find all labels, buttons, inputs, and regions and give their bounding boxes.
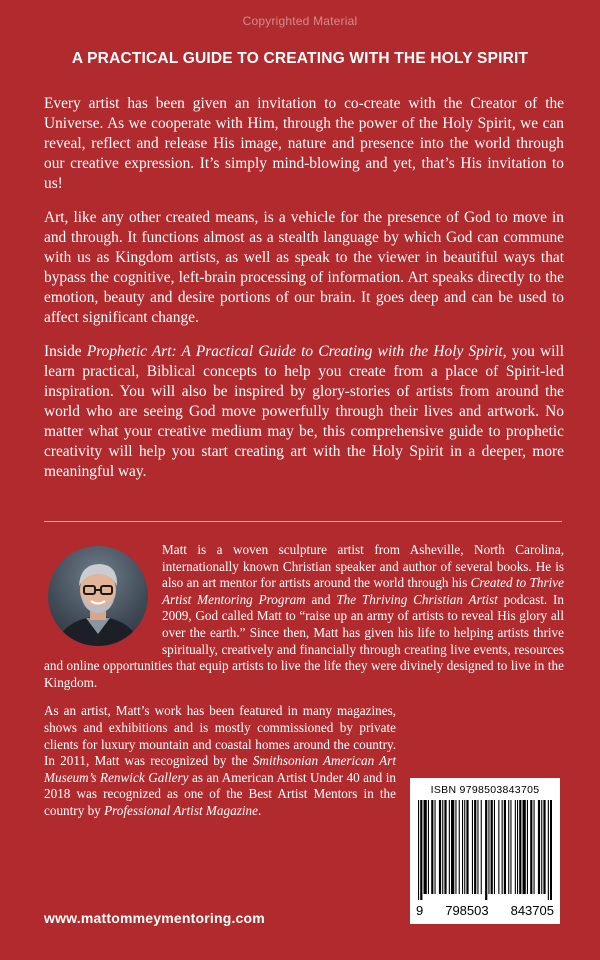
barcode-bar [534, 800, 535, 894]
barcode-bar [420, 800, 422, 900]
barcode-bar [491, 800, 493, 894]
barcode-bar [504, 800, 506, 894]
barcode-bar [530, 800, 532, 894]
barcode-bar [428, 800, 429, 894]
barcode-bar [523, 800, 526, 894]
barcode-bar [455, 800, 456, 894]
book-title: Prophetic Art: A Practical Guide to Creating with the Holy Spirit, [86, 343, 507, 360]
barcode-bar [494, 800, 495, 894]
barcode-bar [485, 800, 487, 900]
mentoring-program-title: Created to Thrive Artist Mentoring Program [162, 575, 564, 607]
barcode-bar [459, 800, 460, 894]
watermark: Copyrighted Material [242, 14, 358, 28]
isbn-label: ISBN 9798503843705 [430, 784, 540, 796]
barcode-bar [550, 800, 552, 900]
barcode-bar [498, 800, 499, 894]
barcode-bar [439, 800, 441, 894]
barcode-bar [444, 800, 446, 894]
barcode-bar [462, 800, 463, 894]
barcode-bar [538, 800, 540, 894]
barcode-bar [424, 800, 427, 894]
barcode-bar [474, 800, 476, 894]
magazine-name: Professional Artist Magazine [104, 802, 258, 818]
barcode-bar [488, 800, 489, 894]
barcode-bar [464, 800, 465, 894]
barcode-digit-first: 9 [416, 903, 424, 918]
barcode-bar [435, 800, 436, 894]
description-paragraph-1: Every artist has been given an invitation to co-create with the Creator of the Universe. As we cooperate with Him, through the power of the Holy Spirit, we can reveal, reflect and release His image, nature and presence into the world through our creative expression. It’s simply mind-blowing and yet, that’s His invitation to us! [44, 95, 564, 192]
barcode-bar [519, 800, 521, 894]
barcode-bar [472, 800, 473, 894]
isbn-barcode [410, 778, 560, 924]
barcode-bar [527, 800, 528, 894]
barcode-bar [451, 800, 454, 894]
book-description [44, 94, 564, 496]
bio-paragraph-1: Matt is a woven sculpture artist from Asheville, North Carolina, internationally known Christian speaker and author of several books. He is also an art mentor for artists around the world through his Created to Thrive Artist Mentoring Program and The Thriving Christian Artist podcast. In 2009, God called Matt to “raise up an army of artists to reveal His glory all over the earth.” Since then, Matt has given his life to helping artists thrive spiritually, creatively and financially through creating live events, resources and online opportunities that equip artists to live the life they were divinely designed to live in the Kingdom. [44, 542, 564, 690]
barcode-bar [442, 800, 443, 894]
tagline-heading: A PRACTICAL GUIDE TO CREATING WITH THE HOLY SPIRIT [71, 50, 529, 67]
barcode-bar [481, 800, 482, 894]
barcode-digit-group-2: 843705 [510, 903, 554, 918]
description-paragraph-2: Art, like any other created means, is a vehicle for the presence of God to move in and through. It functions almost as a stealth language by which God can commune with us as Kingdom artists, as well as speak to the viewer in beautiful ways that bypass the cognitive, left-brain processing of information. Art speaks directly to the emotion, beauty and desire portions of our brain. It goes deep and can be used to affect significant change. [44, 209, 564, 326]
author-portrait-icon [48, 546, 148, 646]
barcode-bar [517, 800, 518, 894]
barcode-bar [508, 800, 509, 894]
barcode-bar [515, 800, 516, 894]
barcode-bar [418, 800, 419, 900]
barcode-bars [418, 800, 552, 900]
barcode-bar [548, 800, 549, 900]
barcode-bar [510, 800, 511, 894]
barcode-digits [412, 903, 558, 918]
bio-paragraph-2: As an artist, Matt’s work has been featured in many magazines, shows and exhibitions and is mostly commissioned by private clients for luxury mountain and coastal homes around the country. In 2011, Matt was recognized by the Smithsonian American Art Museum’s Renwick Gallery as an American Artist Under 40 and in 2018 was recognized as one of the Best Artist Mentors in the country by Professional Artist Magazine. [44, 703, 396, 818]
website-url[interactable]: www.mattommeymentoring.com [44, 910, 265, 926]
barcode-bar [431, 800, 433, 894]
description-paragraph-3: Inside Prophetic Art: A Practical Guide to Creating with the Holy Spirit, you will learn practical, Biblical concepts to help you create from a place of Spirit-led inspiration. You will also be inspired by glory-stories of artists from around the world who are seeing God move powerfully through their lives and artwork. No matter what your creative medium may be, this comprehensive guide to prophetic creativity will help you start creating art with the Holy Spirit in a deeper, more meaningful way. [44, 343, 564, 480]
barcode-bar [466, 800, 468, 894]
barcode-bar [477, 800, 478, 894]
section-divider [44, 521, 562, 522]
barcode-bar [541, 800, 542, 894]
museum-name: Smithsonian American Art Museum’s Renwick Gallery [44, 753, 396, 785]
barcode-bar [449, 800, 450, 894]
barcode-bar [502, 800, 503, 894]
barcode-digit-group-1: 798503 [445, 903, 489, 918]
podcast-title: The Thriving Christian Artist [336, 591, 498, 607]
barcode-bar [543, 800, 545, 894]
